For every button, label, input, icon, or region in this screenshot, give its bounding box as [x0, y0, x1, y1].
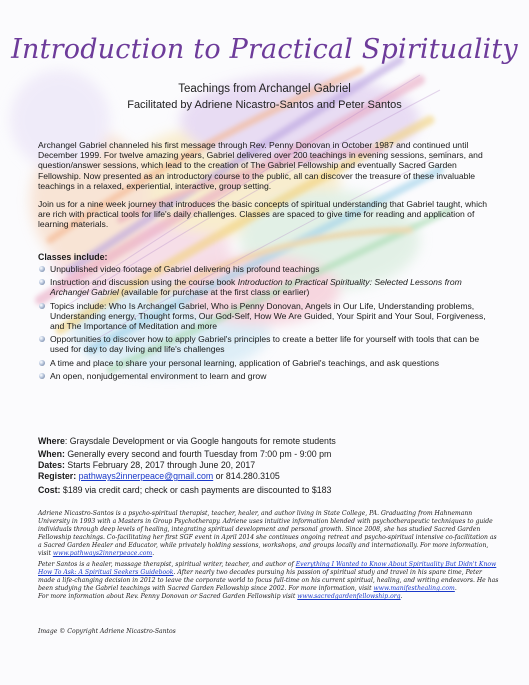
cost-line [38, 485, 331, 495]
list-item [38, 301, 498, 332]
class-item-text: Opportunities to discover how to apply Gabriel's principles to create a better life for yourself with tools that can be used for day to day living and life's challenges [50, 334, 480, 355]
page-title: Introduction to Practical Spirituality [11, 34, 518, 65]
bio-adriene-end: . [152, 550, 155, 558]
intro-paragraph: Archangel Gabriel channeled his first message through Rev. Penny Donovan in October 1987 and continued until December 1999. For twelve amazing years, Gabriel delivered over 200 teachings in evening sessions, seminars, and question/answer sessions, which lead to the creation of The Gabriel Fellowship and eventually Sacred Garden Fellowship. Now presented as an introductory course to the public, all can discover the treasure of these invaluable teachings in a relaxed, experiential, interactive, group setting. [38, 140, 483, 191]
subtitle-facilitators: Facilitated by Adriene Nicastro-Santos and Peter Santos [127, 99, 402, 111]
class-item-text: Instruction and discussion using the course book [50, 277, 238, 288]
class-item-text: Topics include: Who Is Archangel Gabriel, Who is Penny Donovan, Angels in Our Life, Understanding problems, Understanding energy, Thought forms, Our God-Self, How We Are Guided, Your Spirit and Your Soul, Forgiveness, and The Importance of Meditation and more [50, 300, 486, 332]
sgf-info-text: For more information about Rev. Penny Donovan or Sacred Garden Fellowship visit [38, 593, 298, 601]
list-item [38, 334, 498, 354]
when-label: When: [38, 449, 65, 459]
bio-peter-end: . [454, 585, 457, 593]
pathways-website-link[interactable]: www.pathways2innerpeace.com [52, 550, 153, 558]
classes-heading: Classes include: [38, 252, 108, 262]
classes-list [38, 264, 498, 384]
bio-peter [38, 561, 500, 601]
list-item [38, 358, 498, 368]
class-item-text: An open, nonjudgemental environment to learn and grow [50, 370, 267, 381]
bio-peter-text: Peter Santos is a healer, massage therapist, spiritual writer, teacher, and author of [38, 561, 296, 568]
when-line [38, 449, 331, 459]
where-label: Where [38, 436, 65, 446]
bullet-icon [39, 266, 45, 272]
sacred-garden-link[interactable]: www.sacredgardenfellowship.org [297, 593, 401, 601]
when-value: Generally every second and fourth Tuesday from 7:00 pm - 9:00 pm [64, 449, 332, 459]
list-item [38, 277, 498, 297]
register-email-link[interactable]: pathways2innerpeace@gmail.com [78, 471, 214, 481]
sgf-info-end: . [400, 593, 403, 601]
register-label: Register: [38, 471, 77, 481]
image-credit: Image © Copyright Adriene Nicastro-Santos [38, 628, 176, 635]
bullet-icon [39, 360, 45, 366]
manifest-healing-link[interactable]: www.manifesthealing.com [373, 585, 455, 593]
list-item [38, 264, 498, 274]
register-line [38, 471, 280, 481]
register-phone: or 814.280.3105 [213, 471, 280, 481]
peter-book-link[interactable]: Everything I Wanted to Know About Spirituality But Didn't Know How To Ask: A Spiritual Seekers Guidebook [38, 561, 497, 577]
bio-adriene-text: Adriene Nicastro-Santos is a psycho-spiritual therapist, teacher, healer, and author living in State College, PA. Graduating from Hahnemann University in 1993 with a Masters in Group Psychotherapy. Adriene uses intuitive information blended with psychotherapeutic techniques to guide individuals through deep levels of healing, integrating spiritual development and personal growth. Since 2008, she has studied Sacred Garden Fellowship teachings. Co-facilitating her first SGF event in April 2014 she continues ongoing retreat and psycho-spiritual intensive co-facilitation as a Sacred Garden Healer and Educator, while privately holding sessions, workshops, and groups locally and internationally. For more information, visit [38, 510, 497, 558]
class-item-text: (available for purchase at the first class or earlier) [118, 287, 310, 298]
cost-label: Cost: [38, 485, 61, 495]
subtitle-teachings: Teachings from Archangel Gabriel [178, 83, 351, 95]
bullet-icon [39, 279, 45, 285]
bullet-icon [39, 303, 45, 309]
dates-line [38, 460, 255, 470]
bullet-icon [39, 373, 45, 379]
class-item-text: Unpublished video footage of Gabriel delivering his profound teachings [50, 264, 320, 274]
course-book-title: Introduction to Practical Spirituality: Selected Lessons from Archangel Gabriel [50, 277, 462, 298]
dates-label: Dates: [38, 460, 65, 470]
dates-value: Starts February 28, 2017 through June 20, 2017 [64, 460, 256, 470]
bullet-icon [39, 336, 45, 342]
bio-adriene [38, 510, 500, 559]
cost-value: $189 via credit card; check or cash payments are discounted to $183 [60, 485, 332, 495]
class-item-text: A time and place to share your personal learning, application of Gabriel's teachings, and ask questions [50, 357, 440, 368]
bio-peter-middle: . After nearly two decades pursuing his passion of spiritual study and travel in his spare time, Peter made a life-changing decision in 2012 to leave the corporate world to focus full-time on his current spiritual, healing, and writing endeavors. He has been studying the Gabriel teachings with Sacred Garden Fellowship since 2002. For more information, visit [38, 569, 499, 593]
where-value: : Graysdale Development or via Google hangouts for remote students [64, 436, 336, 446]
where-line [38, 436, 336, 446]
list-item [38, 371, 498, 381]
join-paragraph: Join us for a nine week journey that introduces the basic concepts of spiritual understanding that Gabriel taught, which are rich with practical tools for life's daily challenges. Classes are spaced to give time for reading and application of learning materials. [38, 199, 488, 230]
